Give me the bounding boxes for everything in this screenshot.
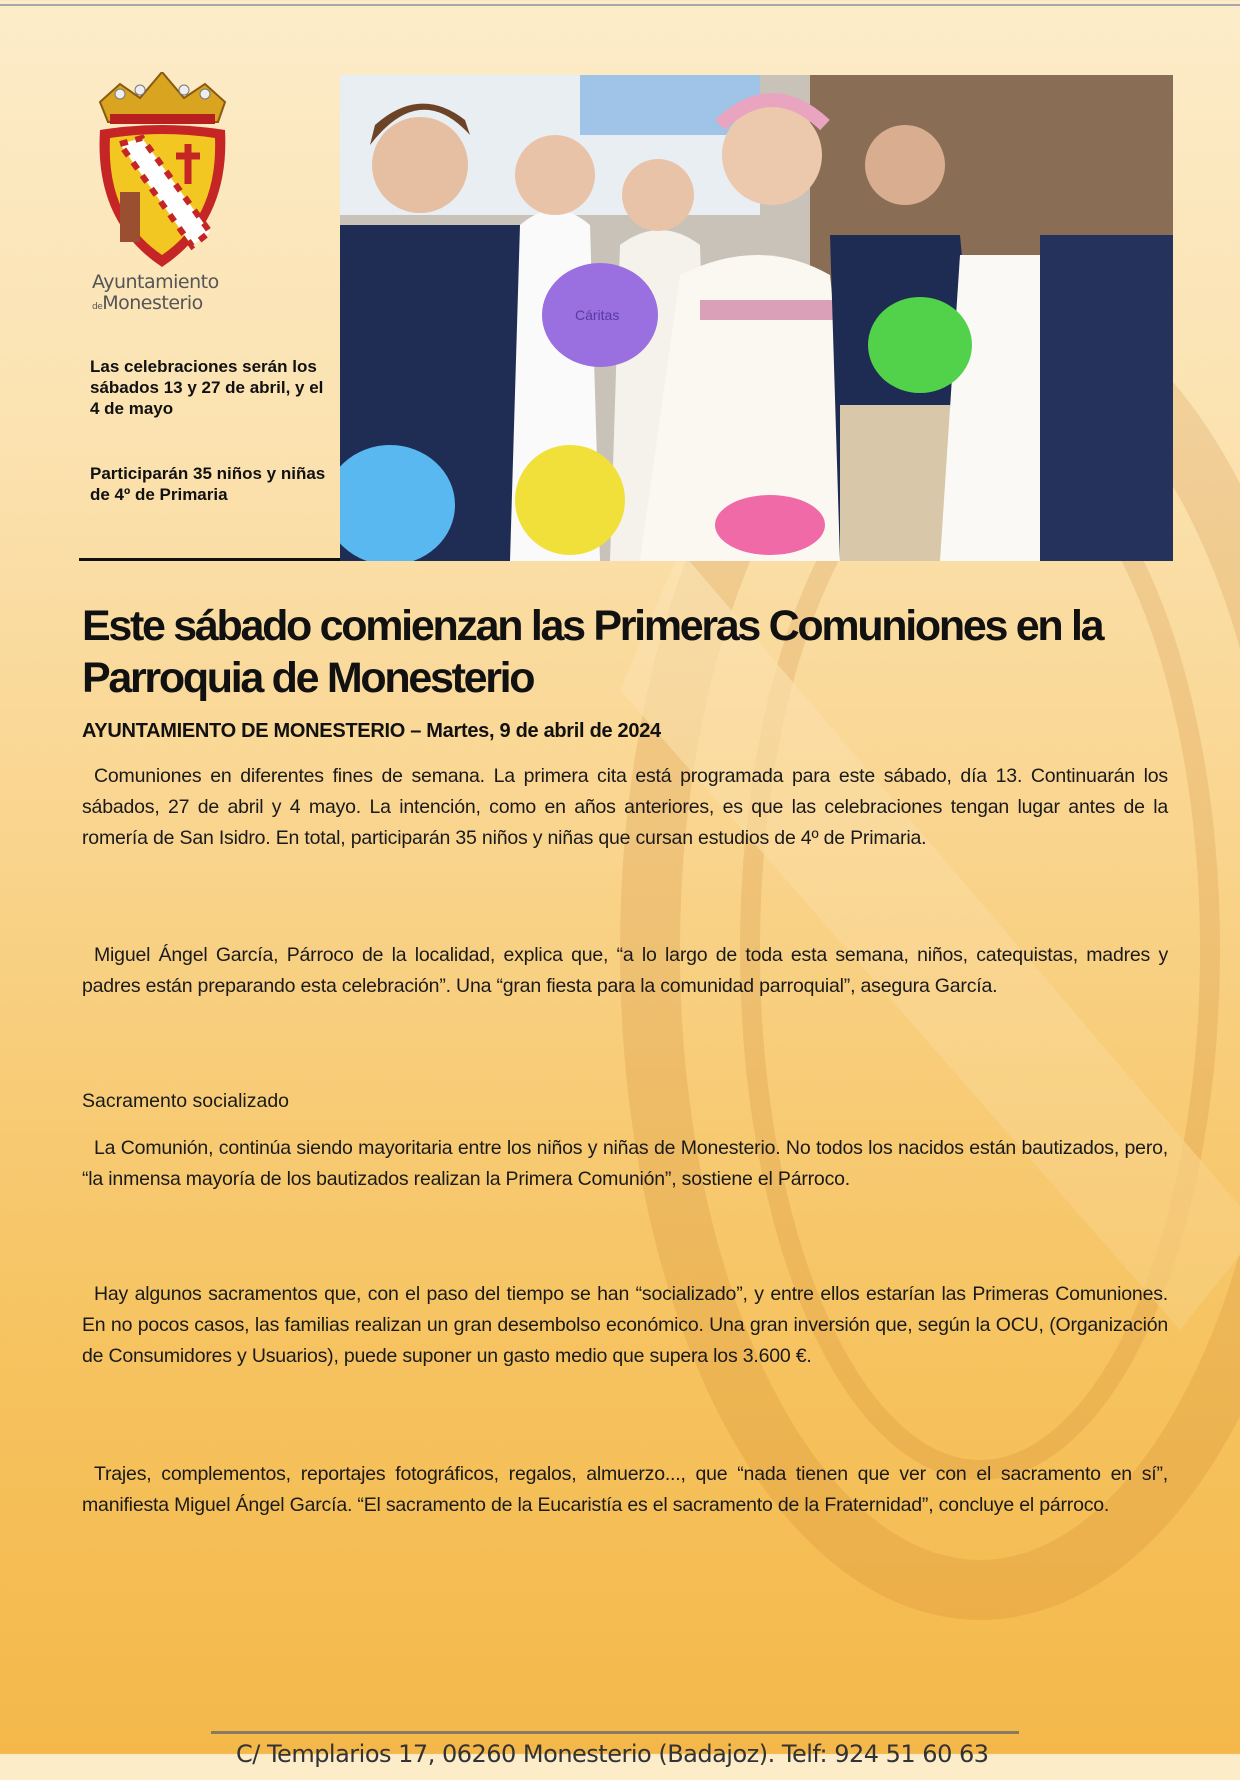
- logo-line2-prefix: de: [92, 302, 103, 312]
- article-paragraph: Hay algunos sacramentos que, con el paso del tiempo se han “socializado”, y entre ellos estarían las Primeras Comuniones. En no pocos casos, las familias realizan un gran desembolso económico. Una gran inversión que, según la OCU, (Organización de Consumidores y Usuarios), puede suponer un gasto medio que supera los 3.600 €.: [82, 1283, 1168, 1367]
- page-top-border: [0, 4, 1240, 6]
- footer-divider: [211, 1731, 1019, 1734]
- article-paragraph: La Comunión, continúa siendo mayoritaria entre los niños y niñas de Monesterio. No todos los nacidos están bautizados, pero, “la inmensa mayoría de los bautizados realizan la Primera Comunión”, sostiene el Párroco.: [82, 1137, 1168, 1190]
- sidebar-highlight-dates: Las celebraciones serán los sábados 13 y 27 de abril, y el 4 de mayo: [90, 357, 324, 418]
- sidebar-divider: [79, 558, 340, 561]
- balloon-text: Cáritas: [575, 307, 620, 323]
- article-title: Este sábado comienzan las Primeras Comuniones en la Parroquia de Monesterio: [82, 602, 1103, 702]
- article-paragraph: Miguel Ángel García, Párroco de la localidad, explica que, “a lo largo de toda esta semana, niños, catequistas, madres y padres están preparando esta celebración”. Una “gran fiesta para la comunidad parroquial”, asegura García.: [82, 944, 1168, 997]
- article-byline: AYUNTAMIENTO DE MONESTERIO – Martes, 9 de abril de 2024: [82, 720, 661, 742]
- logo-line1: Ayuntamiento: [92, 271, 219, 293]
- logo-line2: Monesterio: [102, 292, 203, 314]
- communion-photo: [340, 75, 1173, 561]
- article-paragraph: Trajes, complementos, reportajes fotográficos, regalos, almuerzo..., que “nada tienen que ver con el sacramento en sí”, manifiesta Miguel Ángel García. “El sacramento de la Eucaristía es el sacramento de la Fraternidad”, concluye el párroco.: [82, 1463, 1168, 1516]
- sidebar-highlight-participants: Participarán 35 niños y niñas de 4º de Primaria: [90, 464, 326, 504]
- logo-wordmark: [92, 272, 219, 318]
- article-paragraph: Comuniones en diferentes fines de semana. La primera cita está programada para este sábado, día 13. Continuarán los sábados, 27 de abril y 4 mayo. La intención, como en años anteriores, es que las celebraciones tengan lugar antes de la romería de San Isidro. En total, participarán 35 niños y niñas que cursan estudios de 4º de Primaria.: [82, 765, 1168, 849]
- article-subheading: Sacramento socializado: [82, 1090, 290, 1112]
- footer-address: C/ Templarios 17, 06260 Monesterio (Badajoz). Telf: 924 51 60 63: [236, 1740, 989, 1768]
